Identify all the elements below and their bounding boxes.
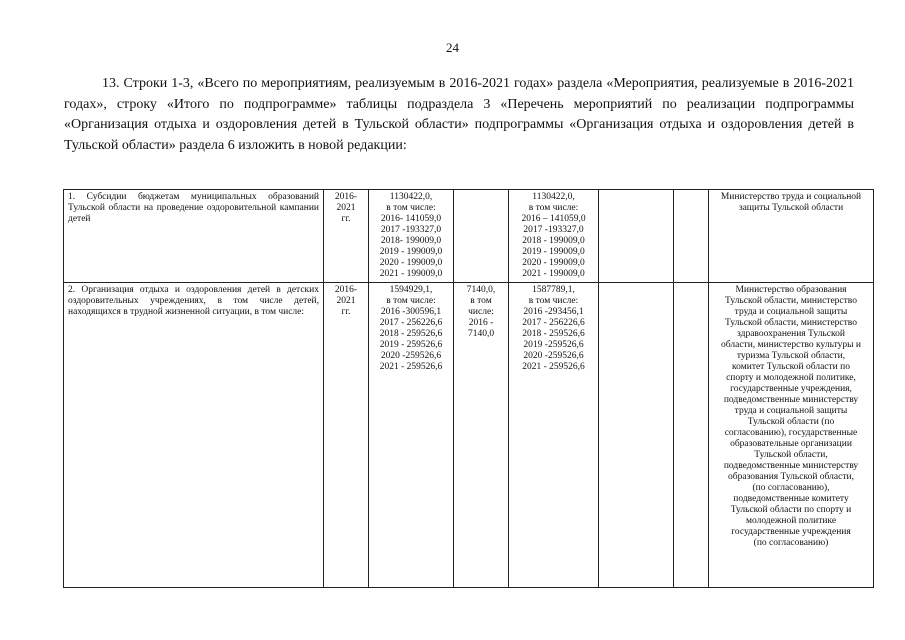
cell-line: спорту и молодежной политике,	[726, 373, 856, 383]
table-row	[64, 283, 874, 588]
cell-line: здравоохранения Тульской	[737, 329, 845, 339]
cell-line: области, министерство культуры и	[721, 340, 861, 350]
cell-line: 1130422,0,	[389, 192, 433, 202]
cell-line: 2018 - 259526,6	[379, 329, 443, 339]
page-number: 24	[446, 40, 459, 55]
cell-line: числе:	[468, 307, 494, 317]
cell-line: в том числе:	[528, 203, 579, 213]
cell-line: согласованию), государственные	[724, 428, 858, 438]
cell-line: 2017 - 256226,6	[379, 318, 443, 328]
extra-amount-cell	[674, 283, 709, 588]
cell-line: 2020 - 199009,0	[379, 258, 443, 268]
regional-amount-cell	[509, 190, 599, 283]
cell-line: Тульской области по спорту и	[730, 505, 852, 515]
cell-line: Тульской области, министерство	[725, 318, 857, 328]
regional-amount-cell	[509, 283, 599, 588]
cell-line: гг.	[341, 214, 351, 224]
cell-line: 2021 - 259526,6	[522, 362, 585, 372]
cell-line: 2019 - 259526,6	[379, 340, 443, 350]
cell-line: 2017 - 256226,6	[522, 318, 585, 328]
period-cell	[324, 283, 369, 588]
local-amount-cell	[599, 190, 674, 283]
cell-line: 2019 -259526,6	[523, 340, 584, 350]
cell-line: 2017 -193327,0	[380, 225, 442, 235]
cell-line: подведомственные министерству	[723, 395, 859, 405]
cell-line: 1587789,1,	[532, 285, 575, 295]
cell-line: комитет Тульской области по	[732, 362, 850, 372]
cell-line: государственные учреждения	[731, 527, 851, 537]
cell-line: 2019 - 199009,0	[522, 247, 585, 257]
cell-line: государственные учреждения,	[730, 384, 852, 394]
cell-line: 2016 -293456,1	[523, 307, 584, 317]
cell-line: Тульской области, министерство	[725, 296, 857, 306]
cell-line: подведомственные министерству	[723, 461, 859, 471]
cell-line: 2018 - 259526,6	[522, 329, 585, 339]
cell-line: 2021 - 259526,6	[379, 362, 443, 372]
cell-line: (по согласованию),	[752, 483, 830, 493]
local-amount-cell	[599, 283, 674, 588]
cell-line: образовательные организации	[730, 439, 852, 449]
cell-line: в том числе:	[386, 296, 436, 306]
cell-line: 1594929,1,	[389, 285, 433, 295]
table-row	[64, 190, 874, 283]
cell-line: 7140,0	[467, 329, 495, 339]
cell-line: защиты Тульской области	[738, 203, 844, 213]
total-amount-cell	[369, 190, 454, 283]
cell-line: 2018- 199009,0	[380, 236, 442, 246]
cell-line: 2016- 141059,0	[380, 214, 442, 224]
cell-line: Тульской области (по	[747, 417, 835, 427]
cell-line: гг.	[341, 307, 351, 317]
cell-line: (по согласованию)	[753, 538, 829, 548]
measure-name-cell: 2. Организация отдыха и оздоровления детей в детских оздоровительных учреждениях, в том числе детей, находящихся в трудной жизненной ситуации, в том числе:	[64, 283, 324, 588]
cell-line: 2021	[336, 203, 356, 213]
cell-line: 2021 - 199009,0	[522, 269, 585, 279]
cell-line: туризма Тульской области,	[736, 351, 846, 361]
cell-line: 2016-	[334, 192, 358, 202]
cell-line: подведомственные комитету	[733, 494, 849, 504]
cell-line: 2021 - 199009,0	[379, 269, 443, 279]
cell-line: 2019 - 199009,0	[379, 247, 443, 257]
cell-line: 2017 -193327,0	[523, 225, 584, 235]
cell-line: труда и социальной защиты	[734, 307, 848, 317]
cell-line: Тульской области,	[754, 450, 828, 460]
responsible-cell	[709, 283, 874, 588]
cell-line: 2020 -259526,6	[523, 351, 584, 361]
cell-line: 7140,0,	[466, 285, 496, 295]
cell-line: в том числе:	[528, 296, 579, 306]
cell-line: 2020 -259526,6	[380, 351, 442, 361]
cell-line: образования Тульской области,	[728, 472, 854, 482]
measures-table	[63, 189, 874, 588]
cell-line: молодежной политике	[745, 516, 837, 526]
extra-amount-cell	[674, 190, 709, 283]
cell-line: труда и социальной защиты	[734, 406, 848, 416]
cell-line: в том числе:	[386, 203, 436, 213]
cell-line: 2016 -300596,1	[380, 307, 442, 317]
cell-line: 2016 – 141059,0	[521, 214, 586, 224]
cell-line: Министерство труда и социальной	[720, 192, 862, 202]
federal-amount-cell	[454, 283, 509, 588]
cell-line: Министерство образования	[735, 285, 847, 295]
period-cell	[324, 190, 369, 283]
amendment-paragraph: 13. Строки 1-3, «Всего по мероприятиям, реализуемым в 2016-2021 годах» раздела «Мероприятия, реализуемые в 2016-2021 годах», строку «Итого по подпрограмме» таблицы подраздела 3 «Перечень мероприятий по реализации подпрограммы «Организация отдыха и оздоровления детей в Тульской области» подпрограммы «Организация отдыха и оздоровления детей в Тульской области» раздела 6 изложить в новой редакции:	[64, 76, 854, 153]
measure-name-cell: 1. Субсидии бюджетам муниципальных образований Тульской области на проведение оздоровительной кампании детей	[64, 190, 324, 283]
responsible-cell	[709, 190, 874, 283]
total-amount-cell	[369, 283, 454, 588]
cell-line: 2016 -	[468, 318, 494, 328]
cell-line: 2016-	[334, 285, 358, 295]
cell-line: в том	[470, 296, 492, 306]
cell-line: 2021	[336, 296, 356, 306]
cell-line: 2018 - 199009,0	[522, 236, 585, 246]
federal-amount-cell	[454, 190, 509, 283]
cell-line: 2020 - 199009,0	[522, 258, 585, 268]
cell-line: 1130422,0,	[532, 192, 575, 202]
